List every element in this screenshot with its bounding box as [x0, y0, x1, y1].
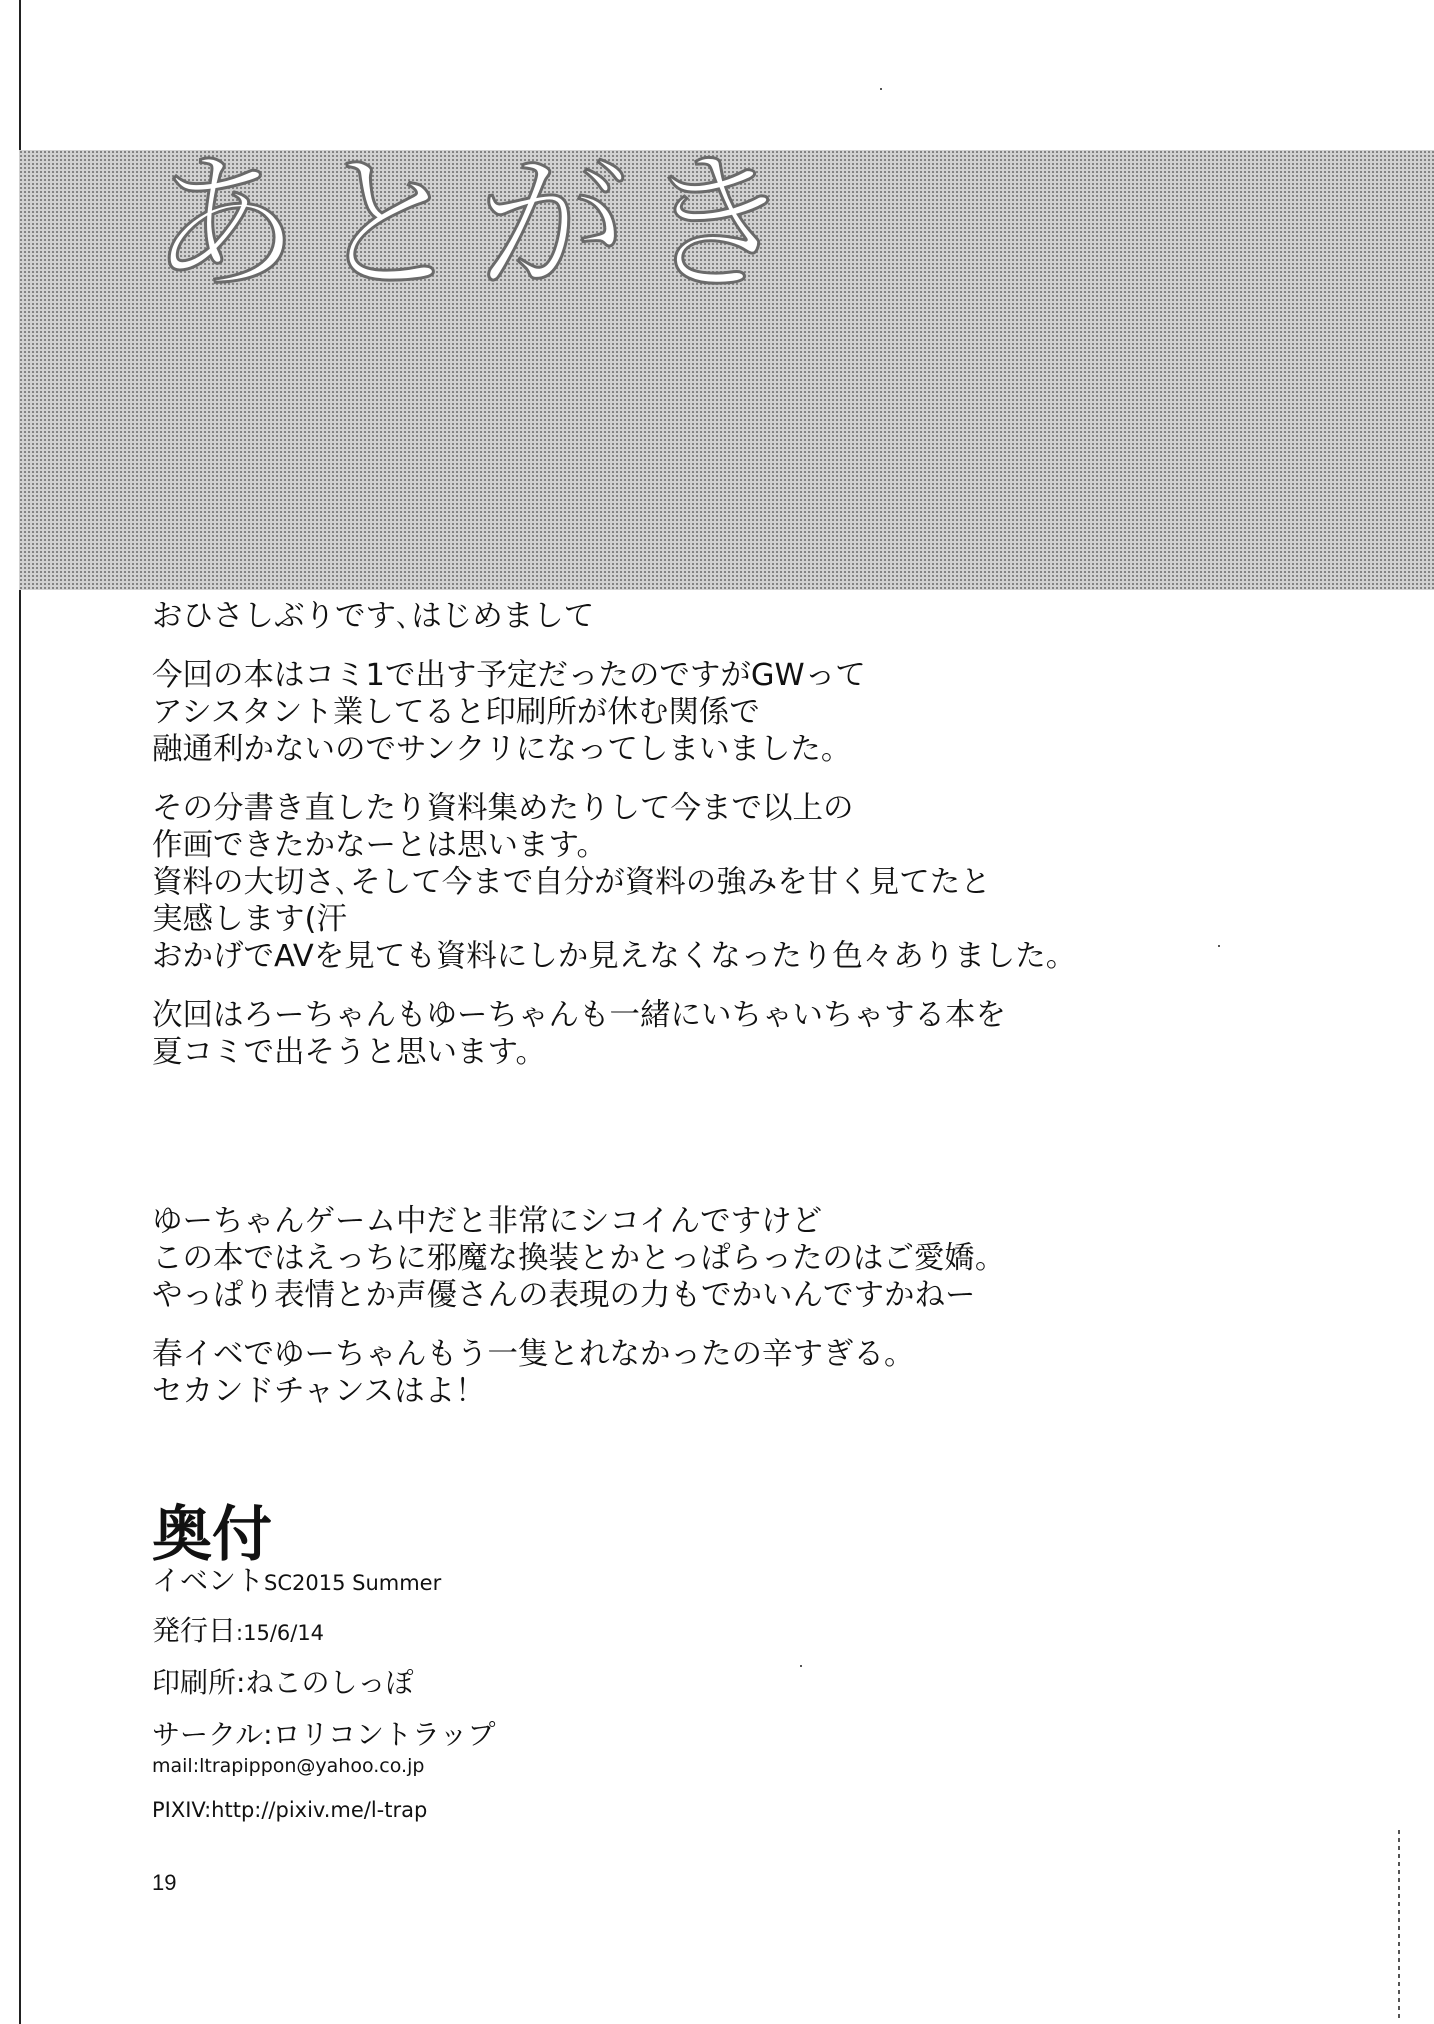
issue-date-label: 発行日 [152, 1614, 237, 1647]
paragraph-spacer [152, 1093, 1302, 1203]
text-line: この本ではえっちに邪魔な換装とかとっぱらったのはご愛嬌。 [152, 1241, 1006, 1276]
circle-value: :ロリコントラップ [263, 1718, 496, 1751]
text-line: 春イベでゆーちゃんもう一隻とれなかったの辛すぎる。 [152, 1337, 915, 1372]
afterword-paragraph [152, 657, 1302, 768]
afterword-heading: あとがき [150, 138, 807, 312]
text-line: その分書き直したり資料集めたりして今まで以上の [152, 791, 854, 826]
afterword-paragraph [152, 997, 1302, 1071]
issue-date-row [152, 1614, 496, 1647]
text-line: アシスタント業してると印刷所が休む関係で [152, 695, 760, 730]
text-line: ゆーちゃんゲーム中だと非常にシコイんですけど [152, 1204, 823, 1239]
colophon-title: 奥付 [152, 1500, 272, 1570]
printer-label: 印刷所 [152, 1666, 237, 1699]
text-line: 今回の本はコミ1で出す予定だったのですがGWって [152, 658, 866, 693]
text-line: 融通利かないのでサンクリになってしまいました。 [152, 732, 852, 767]
afterword-paragraph [152, 1203, 1302, 1314]
page-number: 19 [152, 1870, 177, 1895]
event-value: SC2015 Summer [264, 1571, 442, 1595]
pixiv-link: PIXIV:http://pixiv.me/l-trap [152, 1798, 428, 1822]
text-line: 夏コミで出そうと思います。 [152, 1035, 547, 1070]
scan-speck [880, 88, 882, 90]
text-line: セカンドチャンスはよ！ [152, 1374, 486, 1409]
afterword-paragraph [152, 1336, 1302, 1410]
text-line: やっぱり表情とか声優さんの表現の力もでかいんですかねー [152, 1278, 976, 1313]
circle-label: サークル [152, 1718, 264, 1751]
text-line: 次回はろーちゃんもゆーちゃんも一緒にいちゃいちゃする本を [152, 998, 1006, 1033]
text-line: 作画できたかなーとは思います。 [152, 828, 608, 863]
text-line: おひさしぶりです､はじめまして [152, 599, 595, 634]
issue-date-value: :15/6/14 [236, 1621, 325, 1645]
mail-address: mail:ltrapippon@yahoo.co.jp [152, 1755, 425, 1777]
printer-row [152, 1666, 496, 1699]
event-label: イベント [152, 1564, 265, 1597]
afterword-paragraph [152, 790, 1302, 975]
printer-value: :ねこのしっぽ [236, 1666, 414, 1699]
text-line: 資料の大切さ､そして今まで自分が資料の強みを甘く見てたと [152, 865, 991, 900]
scan-edge-dots [1398, 1830, 1400, 2020]
afterword-paragraph [152, 598, 1302, 635]
text-line: おかげでAVを見ても資料にしか見えなくなったり色々ありました。 [152, 939, 1077, 974]
scan-speck [800, 1665, 802, 1667]
scan-speck [1218, 945, 1220, 947]
circle-row [152, 1718, 496, 1751]
event-row [152, 1564, 496, 1597]
afterword-body [152, 598, 1302, 1432]
text-line: 実感します(汗 [152, 902, 347, 937]
colophon [152, 1500, 496, 1822]
